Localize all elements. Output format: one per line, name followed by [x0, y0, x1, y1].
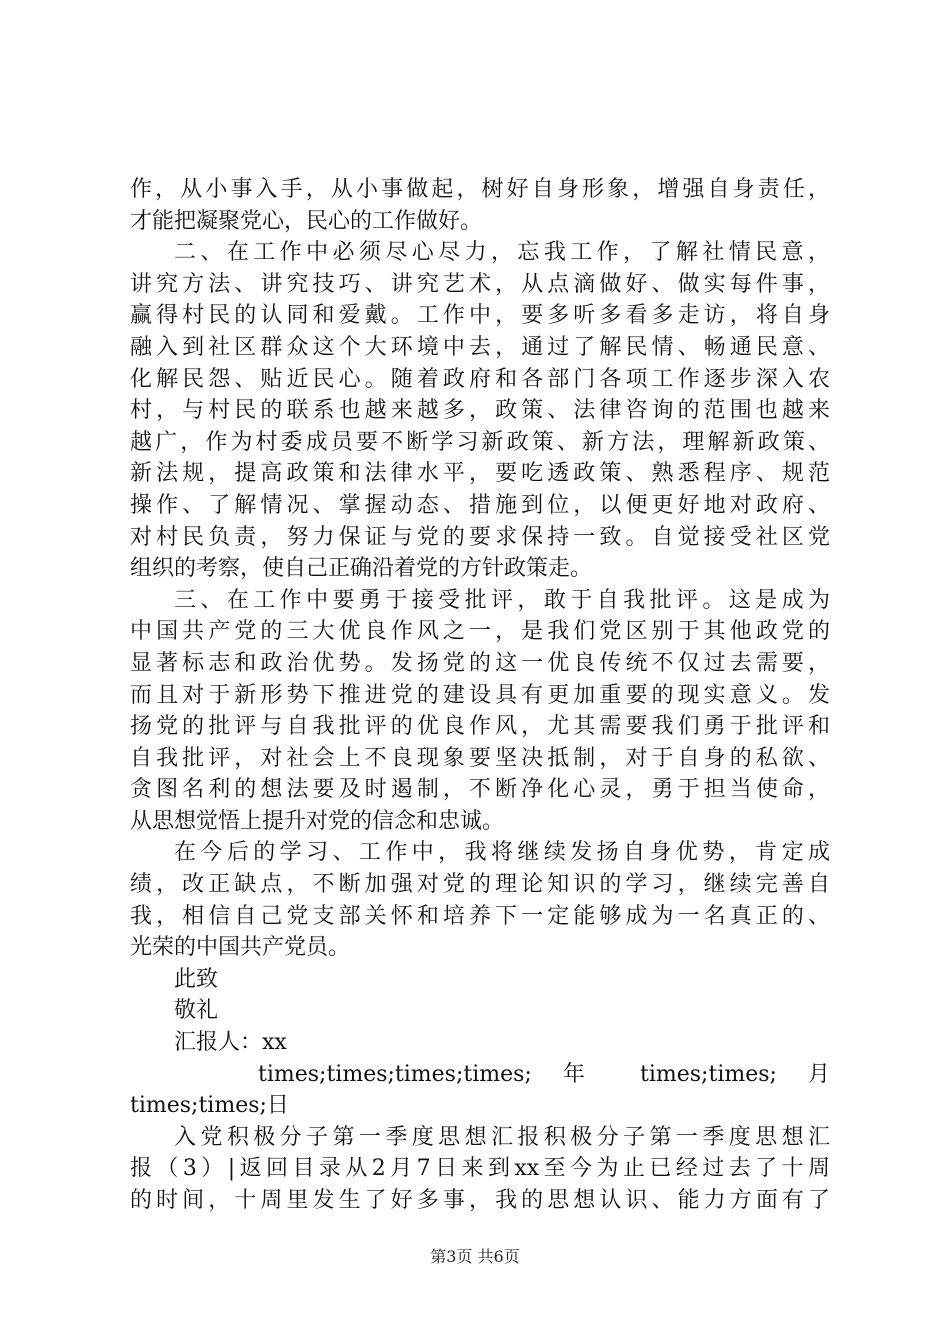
- text-line: 的时间，十周里发生了好多事，我的思想认识、能力方面有了: [130, 1188, 830, 1213]
- text-line: times;times;日: [130, 1093, 289, 1119]
- text-line: 而且对于新形势下推进党的建设具有更加重要的现实意义。发: [130, 682, 830, 708]
- text-line: 入党积极分子第一季度思想汇报积极分子第一季度思想汇: [174, 1124, 830, 1150]
- text-line: 在今后的学习、工作中，我将继续发扬自身优势，肯定成: [174, 840, 830, 866]
- text-line: 才能把凝聚党心，民心的工作做好。: [130, 208, 483, 234]
- text-line: 绩，改正缺点，不断加强对党的理论知识的学习，继续完善自: [130, 872, 830, 898]
- text-line: 扬党的批评与自我批评的优良作风，尤其需要我们勇于批评和: [130, 714, 830, 740]
- text-line: 操作、了解情况、掌握动态、措施到位，以便更好地对政府、: [130, 492, 830, 518]
- document-body: [130, 174, 830, 1217]
- text-line: 作，从小事入手，从小事做起，树好自身形象，增强自身责任，: [130, 177, 830, 202]
- text-line: 村，与村民的联系也越来越多，政策、法律咨询的范围也越来: [130, 398, 830, 424]
- text-line: 显著标志和政治优势。发扬党的这一优良传统不仅过去需要，: [130, 650, 830, 676]
- text-line: 化解民怨、贴近民心。随着政府和各部门各项工作逐步深入农: [130, 366, 830, 392]
- text-line: 对村民负责，努力保证与党的要求保持一致。自觉接受社区党: [130, 524, 830, 550]
- text-line: 从思想觉悟上提升对党的信念和忠诚。: [130, 808, 505, 834]
- page-footer: 第3页 共6页: [430, 1247, 520, 1266]
- text-line: 新法规，提高政策和法律水平，要吃透政策、熟悉程序、规范: [130, 461, 830, 487]
- text-line: 中国共产党的三大优良作风之一，是我们党区别于其他政党的: [130, 619, 830, 645]
- text-line: 报（3）|返回目录从2月7日来到xx至今为止已经过去了十周: [130, 1156, 830, 1182]
- text-line: 贪图名利的想法要及时遏制，不断净化心灵，勇于担当使命，: [130, 777, 830, 803]
- text-line: 三、在工作中要勇于接受批评，敢于自我批评。这是成为: [174, 587, 830, 613]
- text-line: 敬礼: [174, 998, 219, 1024]
- text-line: 光荣的中国共产党员。: [130, 935, 351, 961]
- text-line: 自我批评，对社会上不良现象要坚决抵制，对于自身的私欲、: [130, 745, 830, 771]
- text-line: times;times;times;times; 年 times;times; 月: [258, 1061, 830, 1087]
- text-line: 赢得村民的认同和爱戴。工作中，要多听多看多走访，将自身: [130, 303, 830, 329]
- text-line: 越广，作为村委成员要不断学习新政策、新方法，理解新政策、: [130, 429, 830, 455]
- text-line: 此致: [174, 966, 219, 992]
- text-line: 我，相信自己党支部关怀和培养下一定能够成为一名真正的、: [130, 903, 830, 929]
- text-line: 融入到社区群众这个大环境中去，通过了解民情、畅通民意、: [130, 334, 830, 360]
- text-line: 组织的考察，使自己正确沿着党的方针政策走。: [130, 556, 593, 582]
- text-line: 讲究方法、讲究技巧、讲究艺术，从点滴做好、做实每件事，: [130, 271, 830, 297]
- text-line: 二、在工作中必须尽心尽力，忘我工作，了解社情民意，: [174, 240, 830, 266]
- text-line: 汇报人：xx: [174, 1030, 287, 1056]
